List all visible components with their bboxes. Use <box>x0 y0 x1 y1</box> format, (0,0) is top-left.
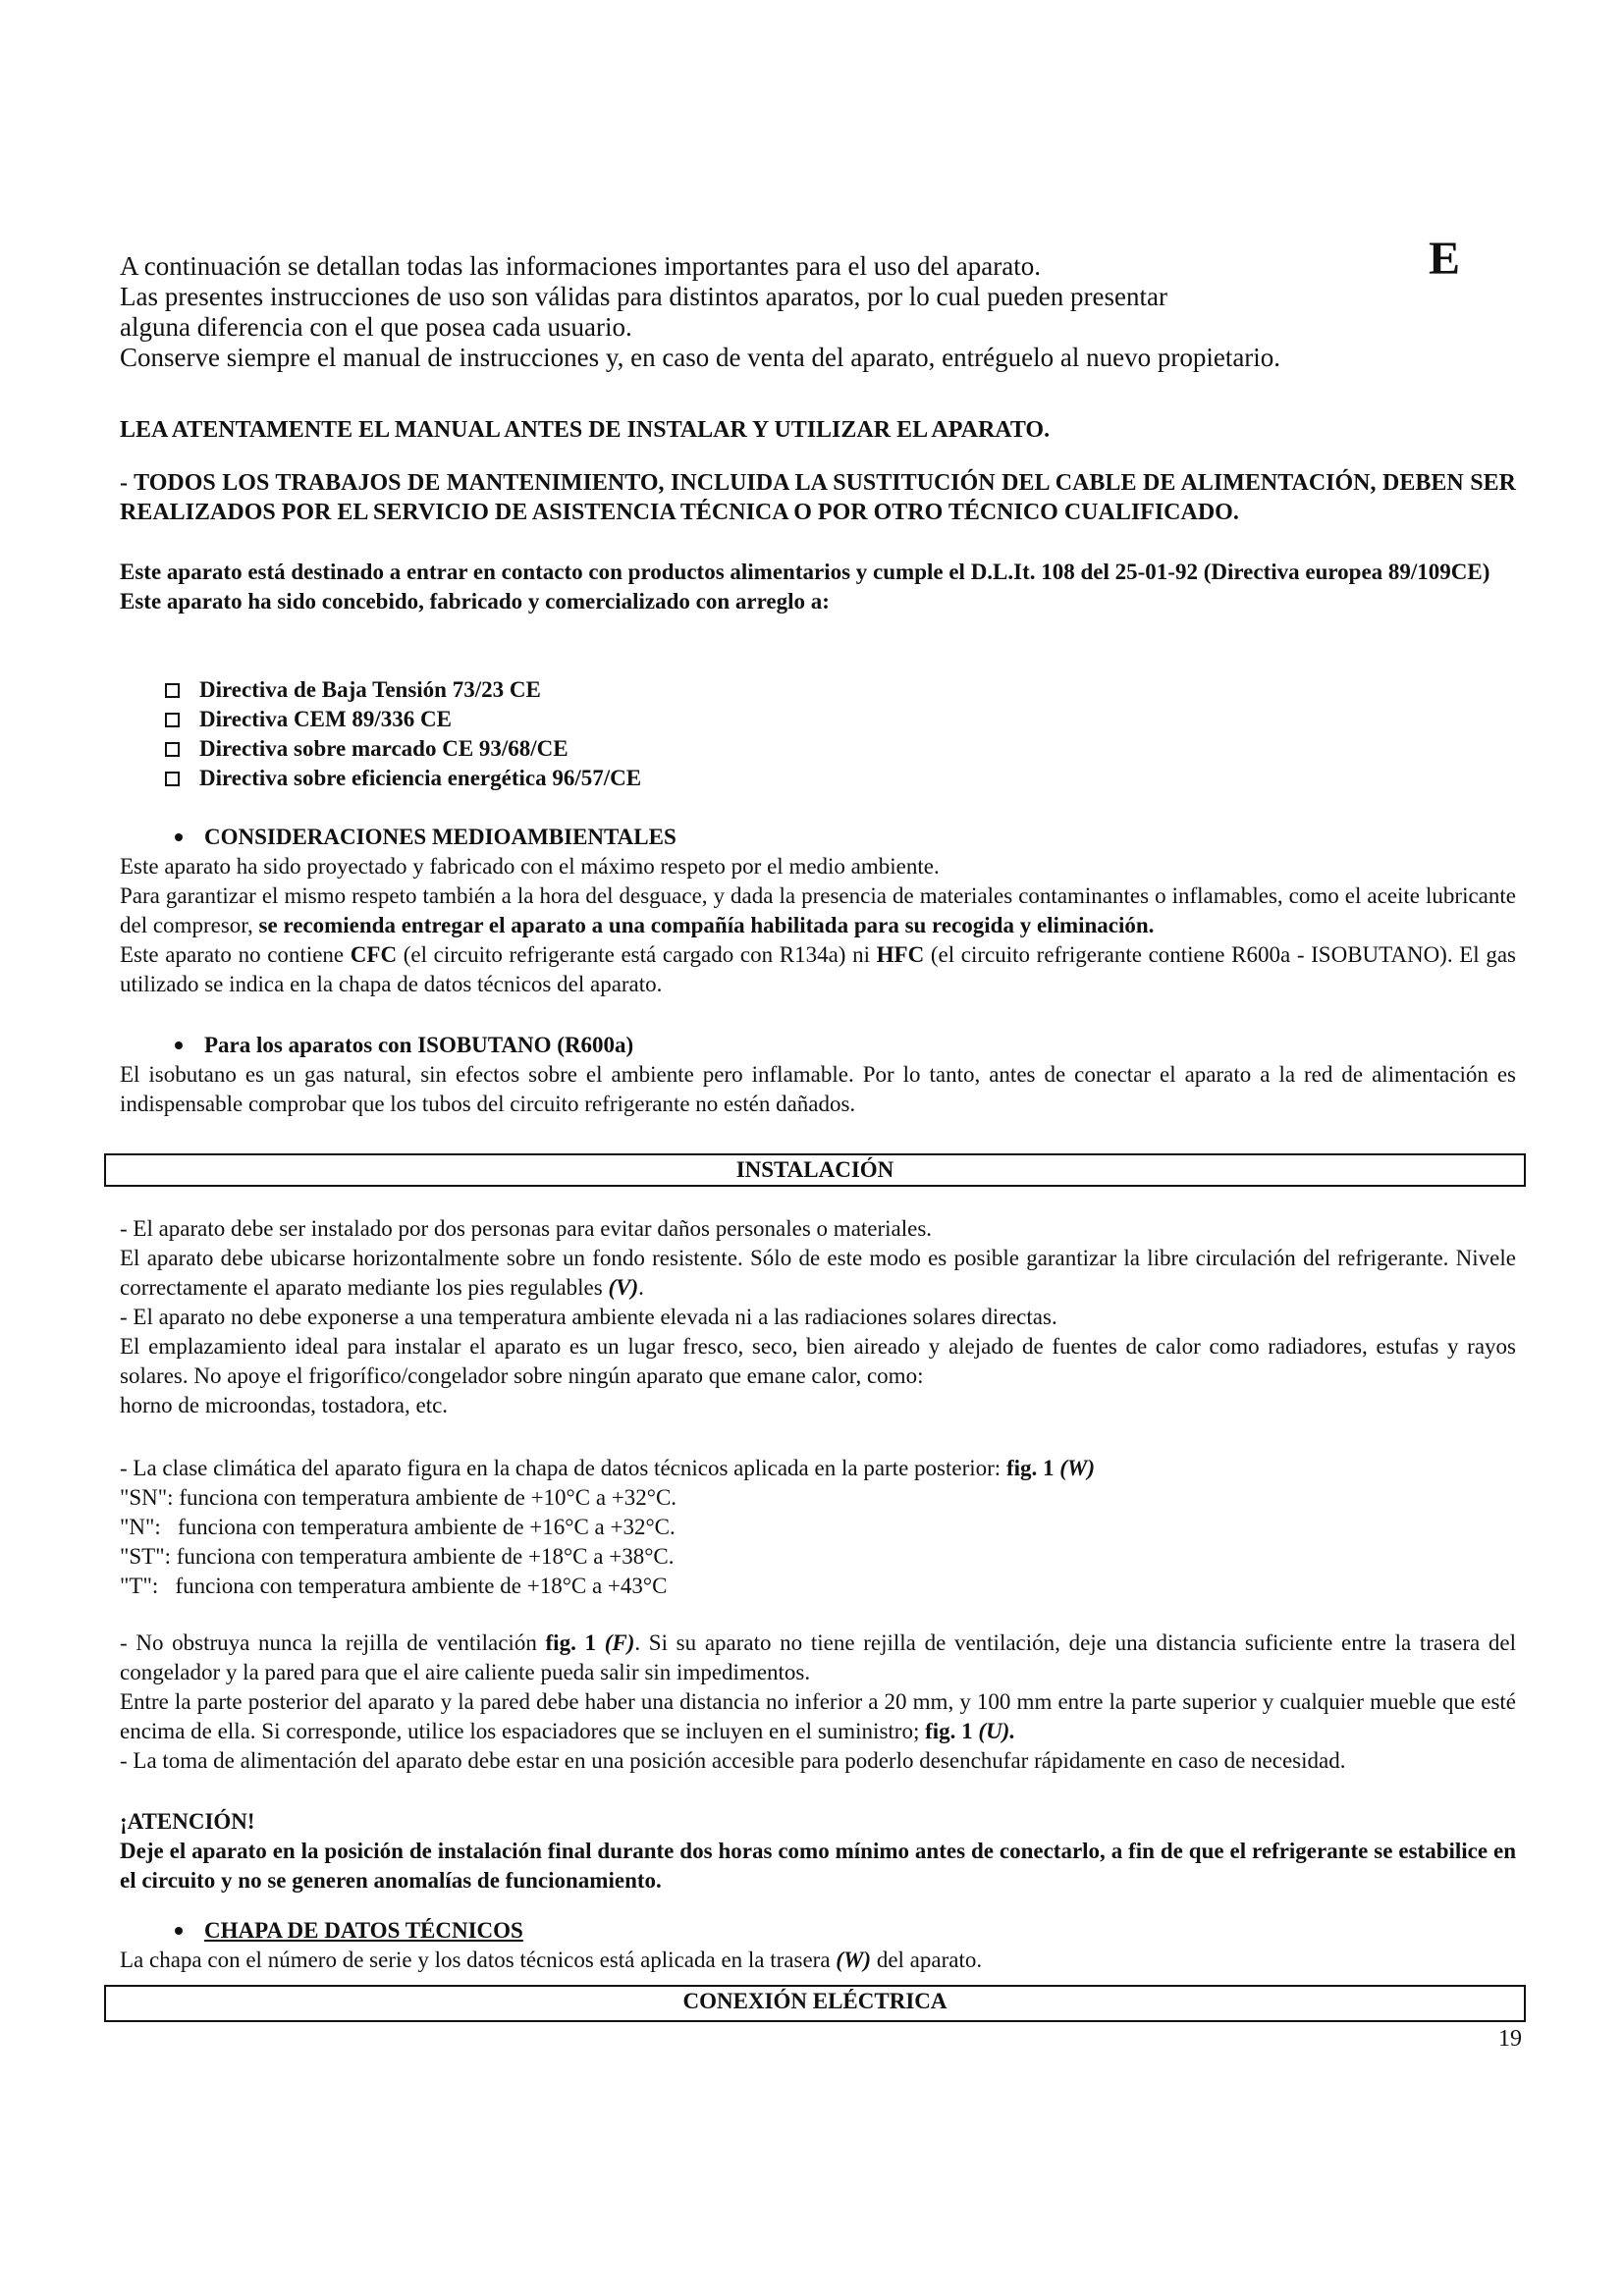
plate-section <box>120 1916 1516 1975</box>
isobutane-heading <box>175 1031 1516 1060</box>
intro-text <box>120 251 1435 373</box>
figure-label: fig. 1 <box>925 1719 973 1743</box>
checkbox-bullet-icon <box>165 772 180 786</box>
compliance-statement <box>120 558 1516 616</box>
installation-header: INSTALACIÓN <box>104 1153 1526 1187</box>
checkbox-bullet-icon <box>165 713 180 727</box>
environment-heading <box>175 823 1516 852</box>
intro-line: alguna diferencia con el que posea cada usuario. <box>120 312 632 342</box>
ventilation-paragraph <box>120 1629 1516 1687</box>
figure-ref: (V) <box>608 1275 639 1300</box>
plate-text <box>120 1946 1516 1975</box>
environment-paragraph <box>120 881 1516 940</box>
plate-title: CHAPA DE DATOS TÉCNICOS <box>204 1918 523 1943</box>
environment-paragraph: Este aparato ha sido proyectado y fabricado con el máximo respeto por el medio ambiente. <box>120 854 940 879</box>
compliance-line: Este aparato está destinado a entrar en contacto con productos alimentarios y cumple el D.L.It. 108 del 25-01-92 (Directiva europea 89/109CE) <box>120 560 1490 584</box>
environment-paragraph <box>120 940 1516 999</box>
text-run-bold: se recomienda entregar el aparato a una compañía habilitada para su recogida y eliminación. <box>258 913 1155 937</box>
language-mark: E <box>1429 233 1461 285</box>
text-run: - La clase climática del aparato figura en la chapa de datos técnicos aplicada en la parte posterior: <box>120 1456 1006 1480</box>
bullet-icon <box>175 1927 183 1935</box>
isobutane-paragraph: El isobutano es un gas natural, sin efectos sobre el ambiente pero inflamable. Por lo tanto, antes de conectar el aparato a la red de alimentación es indispensable comprobar que los tubos del circuito refrigerante no estén dañados. <box>120 1062 1516 1116</box>
installation-paragraph: - El aparato no debe exponerse a una temperatura ambiente elevada ni a las radiaciones solares directas. <box>120 1305 1057 1329</box>
text-run: (el circuito refrigerante contiene R600a - ISOBUTANO). El gas utilizado se indica en la chapa de datos técnicos del aparato. <box>120 942 1516 996</box>
list-item <box>165 764 1343 793</box>
text-run: . <box>638 1275 644 1300</box>
warning-maintenance: - TODOS LOS TRABAJOS DE MANTENIMIENTO, INCLUIDA LA SUSTITUCIÓN DEL CABLE DE ALIMENTACIÓN, DEBEN SER REALIZADOS POR EL SERVICIO DE ASISTENCIA TÉCNICA O POR OTRO TÉCNICO CUALIFICADO. <box>120 470 1516 525</box>
attention-section <box>120 1807 1516 1896</box>
directive-label: Directiva sobre eficiencia energética 96/57/CE <box>199 766 642 790</box>
directives-list <box>165 675 1343 793</box>
figure-label: fig. 1 <box>545 1630 597 1655</box>
climate-class: "T": funciona con temperatura ambiente de +18°C a +43°C <box>120 1574 668 1598</box>
text-run: del aparato. <box>871 1948 983 1972</box>
bullet-icon <box>175 833 183 841</box>
hfc-label: HFC <box>876 942 925 967</box>
climate-class: "SN": funciona con temperatura ambiente de +10°C a +32°C. <box>120 1485 677 1510</box>
directive-label: Directiva CEM 89/336 CE <box>199 707 453 731</box>
text-run: La chapa con el número de serie y los datos técnicos está aplicada en la trasera <box>120 1948 837 1972</box>
environment-title: CONSIDERACIONES MEDIOAMBIENTALES <box>204 825 677 849</box>
compliance-line: Este aparato ha sido concebido, fabricado y comercializado con arreglo a: <box>120 589 830 614</box>
installation-paragraph: - El aparato debe ser instalado por dos personas para evitar daños personales o materiales. <box>120 1216 933 1241</box>
installation-paragraph: horno de microondas, tostadora, etc. <box>120 1393 449 1417</box>
directive-label: Directiva sobre marcado CE 93/68/CE <box>199 736 568 761</box>
figure-ref: (W) <box>1059 1456 1096 1480</box>
electrical-header: CONEXIÓN ELÉCTRICA <box>104 1985 1526 2022</box>
figure-ref: (U). <box>978 1719 1016 1743</box>
text-run: . Si su aparato no tiene rejilla de ventilación, deje una distancia suficiente entre la trasera del congelador y la pared para que el aire caliente pueda salir sin impedimentos. <box>120 1630 1516 1684</box>
cfc-label: CFC <box>350 942 398 967</box>
text-run: Este aparato no contiene <box>120 942 351 967</box>
warning-read-manual: LEA ATENTAMENTE EL MANUAL ANTES DE INSTALAR Y UTILIZAR EL APARATO. <box>120 417 1051 443</box>
installation-paragraph: El emplazamiento ideal para instalar el aparato es un lugar fresco, seco, bien aireado y alejado de fuentes de calor como radiadores, estufas y rayos solares. No apoye el frigorífico/congelador sobre ningún aparato que emane calor, como: <box>120 1334 1516 1388</box>
figure-ref: (F) <box>604 1630 635 1655</box>
text-run: (el circuito refrigerante está cargado con R134a) ni <box>397 942 877 967</box>
checkbox-bullet-icon <box>165 742 180 757</box>
intro-line: Conserve siempre el manual de instrucciones y, en caso de venta del aparato, entréguelo al nuevo propietario. <box>120 343 1281 372</box>
figure-ref: (W) <box>836 1948 872 1972</box>
list-item <box>165 734 1343 764</box>
checkbox-bullet-icon <box>165 683 180 698</box>
climate-section <box>120 1454 1516 1601</box>
intro-line: Las presentes instrucciones de uso son válidas para distintos aparatos, por lo cual pueden presentar <box>120 282 1167 311</box>
isobutane-title: Para los aparatos con ISOBUTANO (R600a) <box>204 1033 634 1057</box>
attention-text: Deje el aparato en la posición de instalación final durante dos horas como mínimo antes de conectarlo, a fin de que el refrigerante se estabilice en el circuito y no se generen anomalías de funcionamiento. <box>120 1839 1516 1893</box>
climate-class: "N": funciona con temperatura ambiente de +16°C a +32°C. <box>120 1515 676 1539</box>
text-run: El aparato debe ubicarse horizontalmente sobre un fondo resistente. Sólo de este modo es posible garantizar la libre circulación del refrigerante. Nivele correctamente el aparato mediante los pies regulables <box>120 1246 1516 1300</box>
figure-label: fig. 1 <box>1005 1456 1055 1480</box>
list-item <box>165 675 1343 705</box>
page-number: 19 <box>1498 2026 1522 2052</box>
climate-class: "ST": funciona con temperatura ambiente de +18°C a +38°C. <box>120 1544 675 1569</box>
installation-paragraph <box>120 1244 1516 1303</box>
text-run: - No obstruya nunca la rejilla de ventilación <box>120 1630 546 1655</box>
list-item <box>165 705 1343 734</box>
climate-intro <box>120 1454 1516 1483</box>
text-run: Entre la parte posterior del aparato y la pared debe haber una distancia no inferior a 20 mm, y 100 mm entre la parte superior y cualquier mueble que esté encima de ella. Si corresponde, utilice los espaciadores que se incluyen en el suministro; <box>120 1689 1516 1743</box>
ventilation-paragraph: - La toma de alimentación del aparato debe estar en una posición accesible para poderlo desenchufar rápidamente en caso de necesidad. <box>120 1748 1346 1773</box>
plate-heading <box>175 1916 1516 1946</box>
ventilation-section <box>120 1629 1516 1776</box>
attention-title: ¡ATENCIÓN! <box>120 1809 255 1834</box>
text-run: Para garantizar el mismo respeto también a la hora del desguace, y dada la presencia de materiales contaminantes o inflamables, como el aceite lubricante del compresor, <box>120 883 1516 937</box>
ventilation-paragraph <box>120 1687 1516 1746</box>
bullet-icon <box>175 1041 183 1049</box>
directive-label: Directiva de Baja Tensión 73/23 CE <box>199 677 541 702</box>
intro-line: A continuación se detallan todas las informaciones importantes para el uso del aparato. <box>120 251 1041 281</box>
installation-section <box>120 1214 1516 1420</box>
environment-section <box>120 823 1516 999</box>
isobutane-section <box>120 1031 1516 1119</box>
